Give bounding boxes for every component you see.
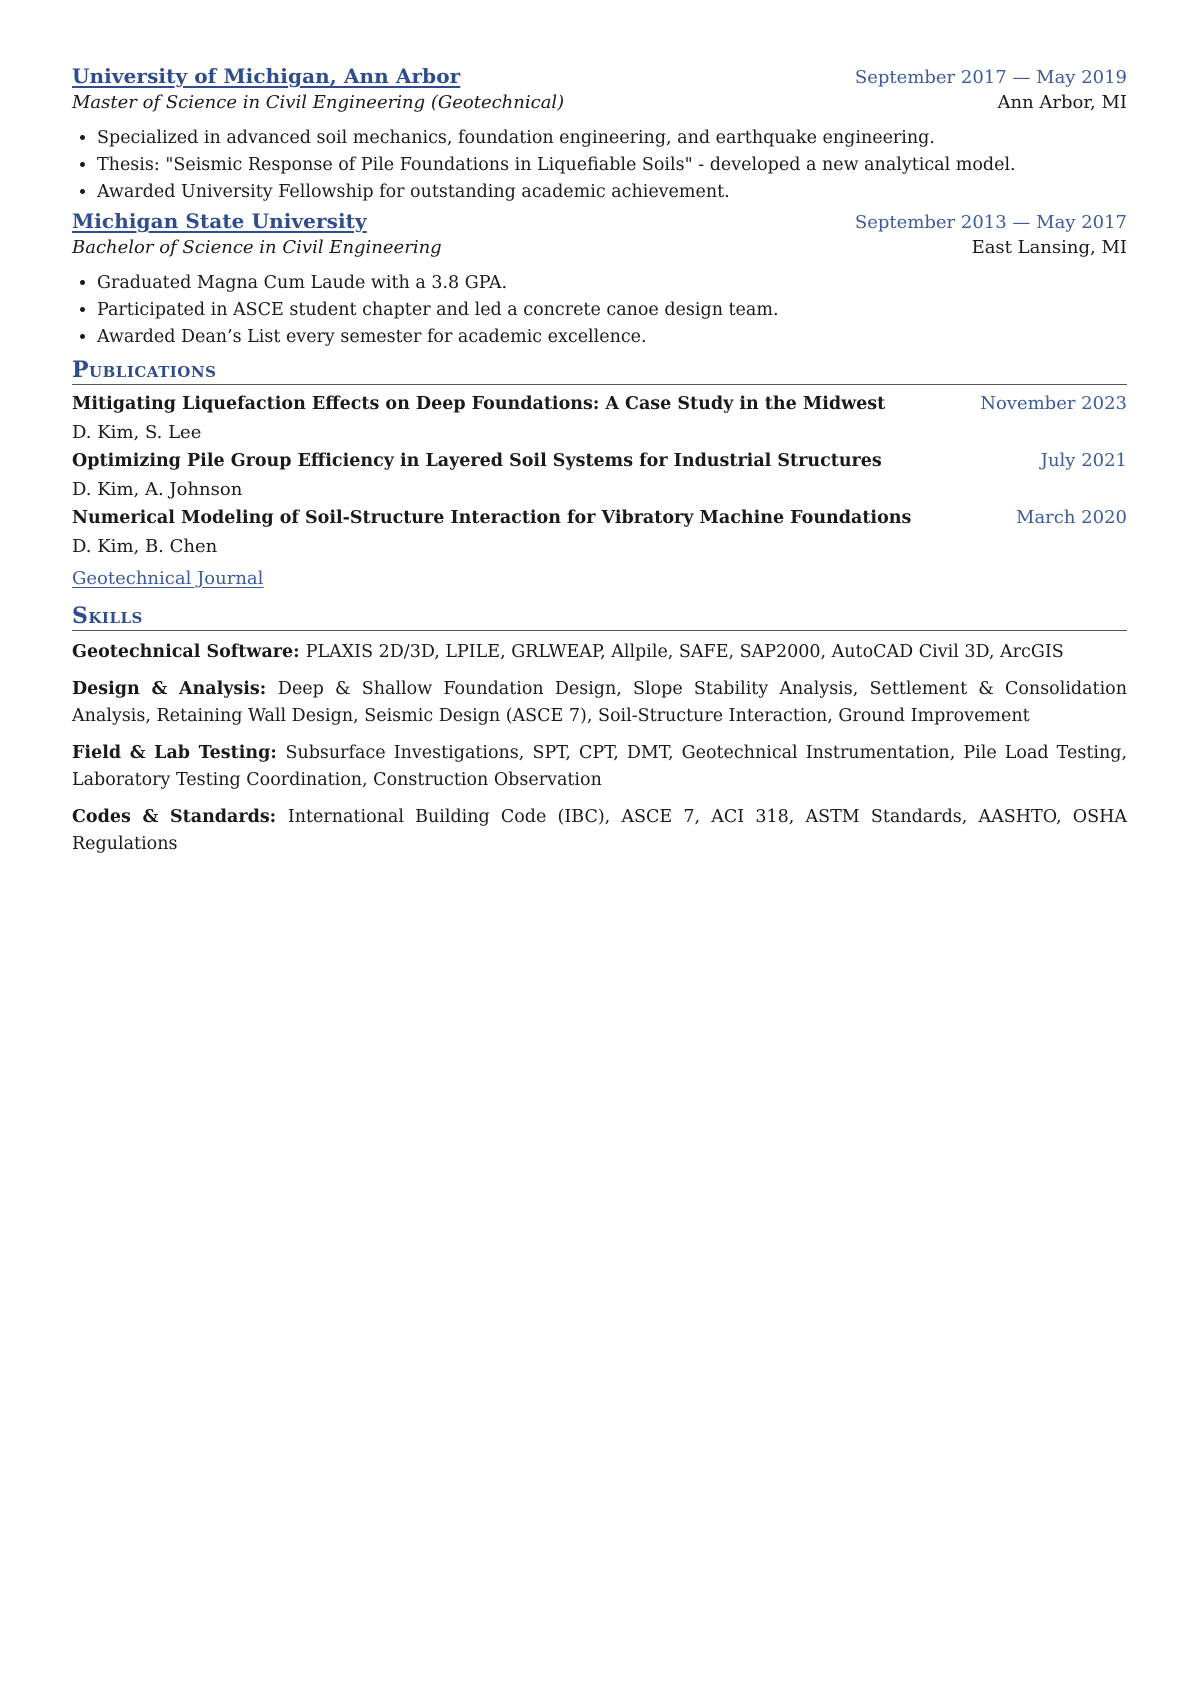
bullet-item: • Graduated Magna Cum Laude with a 3.8 GPA.	[97, 270, 1127, 297]
education-entry	[72, 209, 1127, 351]
publication-date: November 2023	[980, 393, 1127, 414]
skill-values: PLAXIS 2D/3D, LPILE, GRLWEAP, Allpile, SAFE, SAP2000, AutoCAD Civil 3D, ArcGIS	[305, 642, 1064, 662]
education-bullets	[72, 125, 1127, 206]
skill-values: International Building Code (IBC), ASCE 7, ACI 318, ASTM Standards, AASHTO, OSHA Regulations	[72, 807, 1127, 854]
education-location: East Lansing, MI	[971, 237, 1127, 258]
education-dates: September 2017 — May 2019	[854, 67, 1127, 88]
skill-values: Deep & Shallow Foundation Design, Slope Stability Analysis, Settlement & Consolidation Analysis, Retaining Wall Design, Seismic Design (ASCE 7), Soil-Structure Interaction, Ground Improvement	[72, 679, 1127, 726]
bullet-item: • Awarded Dean’s List every semester for academic excellence.	[97, 324, 1127, 351]
publication-title: Optimizing Pile Group Efficiency in Layered Soil Systems for Industrial Structures	[72, 451, 882, 471]
bullet-item: • Thesis: "Seismic Response of Pile Foundations in Liquefiable Soils" - developed a new analytical model.	[97, 152, 1127, 179]
education-location: Ann Arbor, MI	[997, 92, 1127, 113]
skill-row	[72, 804, 1127, 858]
publication-authors: D. Kim, S. Lee	[72, 422, 202, 443]
publication-title: Numerical Modeling of Soil-Structure Interaction for Vibratory Machine Foundations	[72, 508, 912, 528]
degree-title: Master of Science in Civil Engineering (Geotechnical)	[72, 92, 565, 113]
section-heading-publications: Publications	[72, 357, 1127, 385]
publication-date: July 2021	[1040, 450, 1127, 471]
journal-link[interactable]: Geotechnical Journal	[72, 568, 264, 589]
skill-category: Design & Analysis:	[72, 679, 278, 699]
skill-row	[72, 639, 1127, 666]
publication-date: March 2020	[1016, 507, 1127, 528]
school-link[interactable]: University of Michigan, Ann Arbor	[72, 64, 461, 88]
bullet-item: • Specialized in advanced soil mechanics, foundation engineering, and earthquake engineering.	[97, 125, 1127, 152]
education-dates: September 2013 — May 2017	[854, 212, 1127, 233]
education-bullets	[72, 270, 1127, 351]
publication-entry	[72, 393, 1127, 444]
education-entry	[72, 64, 1127, 206]
publication-entry	[72, 450, 1127, 501]
skill-category: Field & Lab Testing:	[72, 743, 286, 763]
school-link[interactable]: Michigan State University	[72, 209, 367, 233]
skill-row	[72, 740, 1127, 794]
skill-values: Subsurface Investigations, SPT, CPT, DMT, Geotechnical Instrumentation, Pile Load Testing, Laboratory Testing Coordination, Construction Observation	[72, 743, 1128, 790]
publication-authors: D. Kim, B. Chen	[72, 536, 218, 557]
skill-category: Codes & Standards:	[72, 807, 288, 827]
publication-authors: D. Kim, A. Johnson	[72, 479, 243, 500]
section-heading-skills: Skills	[72, 603, 1127, 631]
degree-title: Bachelor of Science in Civil Engineering	[72, 237, 442, 258]
publication-title: Mitigating Liquefaction Effects on Deep Foundations: A Case Study in the Midwest	[72, 394, 886, 414]
skill-row	[72, 676, 1127, 730]
skill-category: Geotechnical Software:	[72, 642, 306, 662]
bullet-item: • Awarded University Fellowship for outstanding academic achievement.	[97, 179, 1127, 206]
bullet-item: • Participated in ASCE student chapter and led a concrete canoe design team.	[97, 297, 1127, 324]
publication-entry	[72, 507, 1127, 558]
